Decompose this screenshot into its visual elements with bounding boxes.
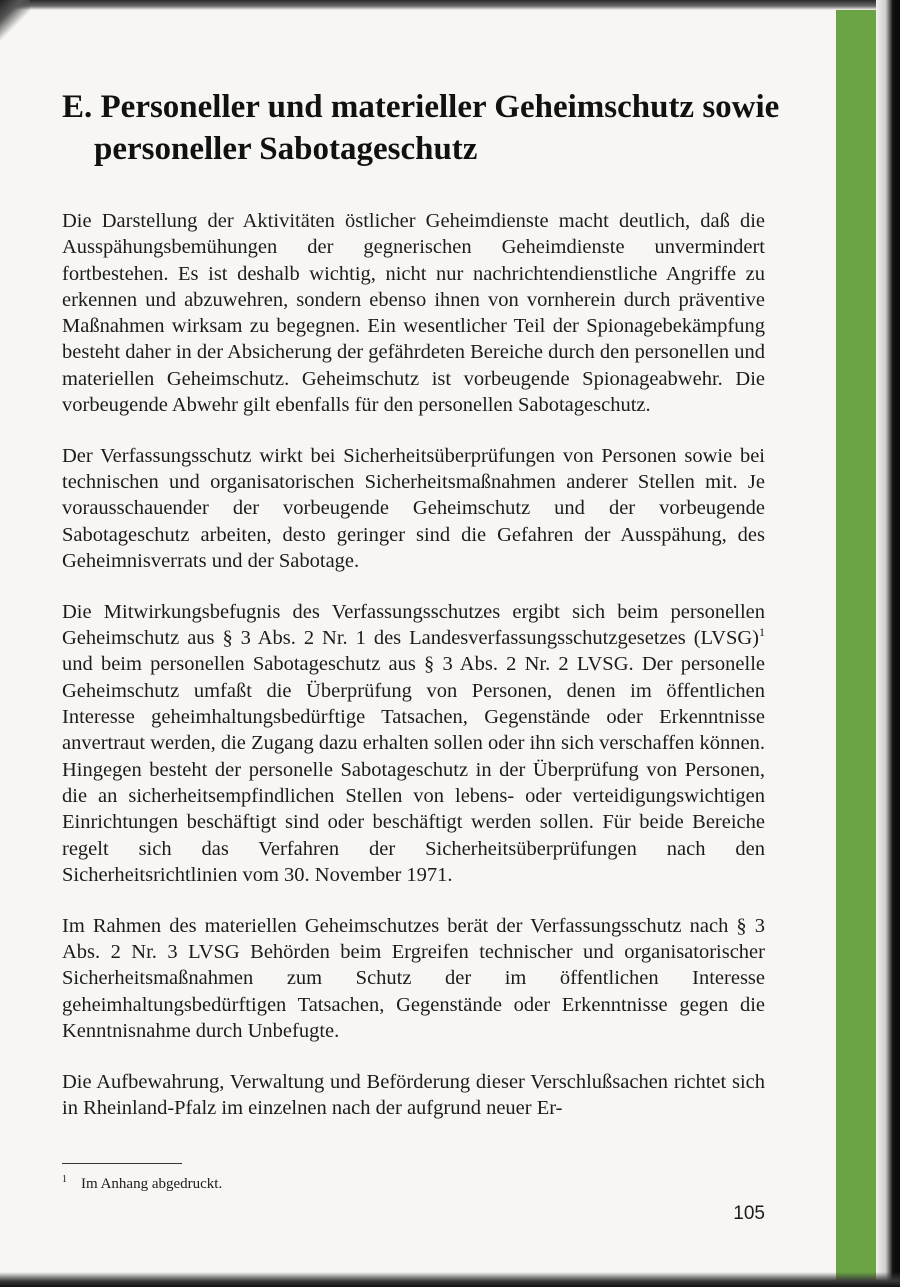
page-number: 105 [733,1203,765,1224]
paragraph-3-text-b: und beim personellen Sabotageschutz aus § 3 Abs. 2 Nr. 2 LVSG. Der personelle Geheimschutz umfaßt die Überprüfung von Personen, denen im öffentlichen Interesse geheimhaltungsbedürftige Tatsachen, Gegenstände oder Erkenntnisse anvertraut werden, die Zugang dazu erhalten sollen oder ihn sich verschaffen können. Hingegen besteht der personelle Sabotageschutz in der Überprüfung von Personen, die an sicherheitsempfindlichen Stellen von lebens- oder verteidigungswichtigen Einrichtungen beschäftigt sind oder beschäftigt werden sollen. Für beide Bereiche regelt sich das Verfahren der Sicherheitsüberprüfungen nach den Sicherheitsrichtlinien vom 30. November 1971. [62,653,765,886]
section-heading-line-1: E. Personeller und materieller Geheimschutz sowie [62,89,780,125]
paragraph-2: Der Verfassungsschutz wirkt bei Sicherheitsüberprüfungen von Personen sowie bei technischen und organisatorischen Sicherheitsmaßnahmen anderer Stellen mit. Je vorausschauender der vorbeugende Geheimschutz und der vorbeugende Sabotageschutz arbeiten, desto geringer sind die Gefahren der Ausspähung, des Geheimnisverrats und der Sabotage. [62,444,765,573]
footnote-mark: 1 [62,1174,67,1185]
paragraph-3-text-a: Die Mitwirkungsbefugnis des Verfassungsschutzes ergibt sich beim personellen Geheimschutz aus § 3 Abs. 2 Nr. 1 des Landesverfassungsschutzgesetzes (LVSG) [62,600,765,650]
footnote-separator [62,1163,182,1164]
scan-corner-shadow [0,0,30,40]
body-text [62,208,765,1146]
scan-top-edge [0,0,900,10]
footnote-reference: 1 [759,625,765,640]
section-heading-line-2: personeller Sabotageschutz [94,131,478,167]
paragraph-5: Die Aufbewahrung, Verwaltung und Beförderung dieser Verschlußsachen richtet sich in Rheinland-Pfalz im einzelnen nach der aufgrund neuer Er- [62,1070,765,1119]
paragraph-3 [62,599,765,888]
scan-bottom-edge [0,1272,900,1287]
footnote [62,1170,662,1194]
page-edge-green-strip [836,10,876,1287]
scan-right-edge [876,0,900,1287]
paragraph-1: Die Darstellung der Aktivitäten östlicher Geheimdienste macht deutlich, daß die Ausspähungsbemühungen der gegnerischen Geheimdienste unvermindert fortbestehen. Es ist deshalb wichtig, nicht nur nachrichtendienstliche Angriffe zu erkennen und abzuwehren, sondern ebenso ihnen von vornherein durch präventive Maßnahmen wirksam zu begegnen. Ein wesentlicher Teil der Spionagebekämpfung besteht daher in der Absicherung der gefährdeten Bereiche durch den personellen und materiellen Geheimschutz. Geheimschutz ist vorbeugende Spionageabwehr. Die vorbeugende Abwehr gilt ebenfalls für den personellen Sabotageschutz. [62,210,765,417]
footnote-text: Im Anhang abgedruckt. [81,1176,223,1192]
section-heading [62,86,822,170]
paragraph-4: Im Rahmen des materiellen Geheimschutzes berät der Verfassungsschutz nach § 3 Abs. 2 Nr. 3 LVSG Behörden beim Ergreifen technischer und organisatorischer Sicherheitsmaßnahmen zum Schutz der im öffentlichen Interesse geheimhaltungsbedürftigen Tatsachen, Gegenstände oder Erkenntnisse gegen die Kenntnisnahme durch Unbefugte. [62,914,765,1042]
